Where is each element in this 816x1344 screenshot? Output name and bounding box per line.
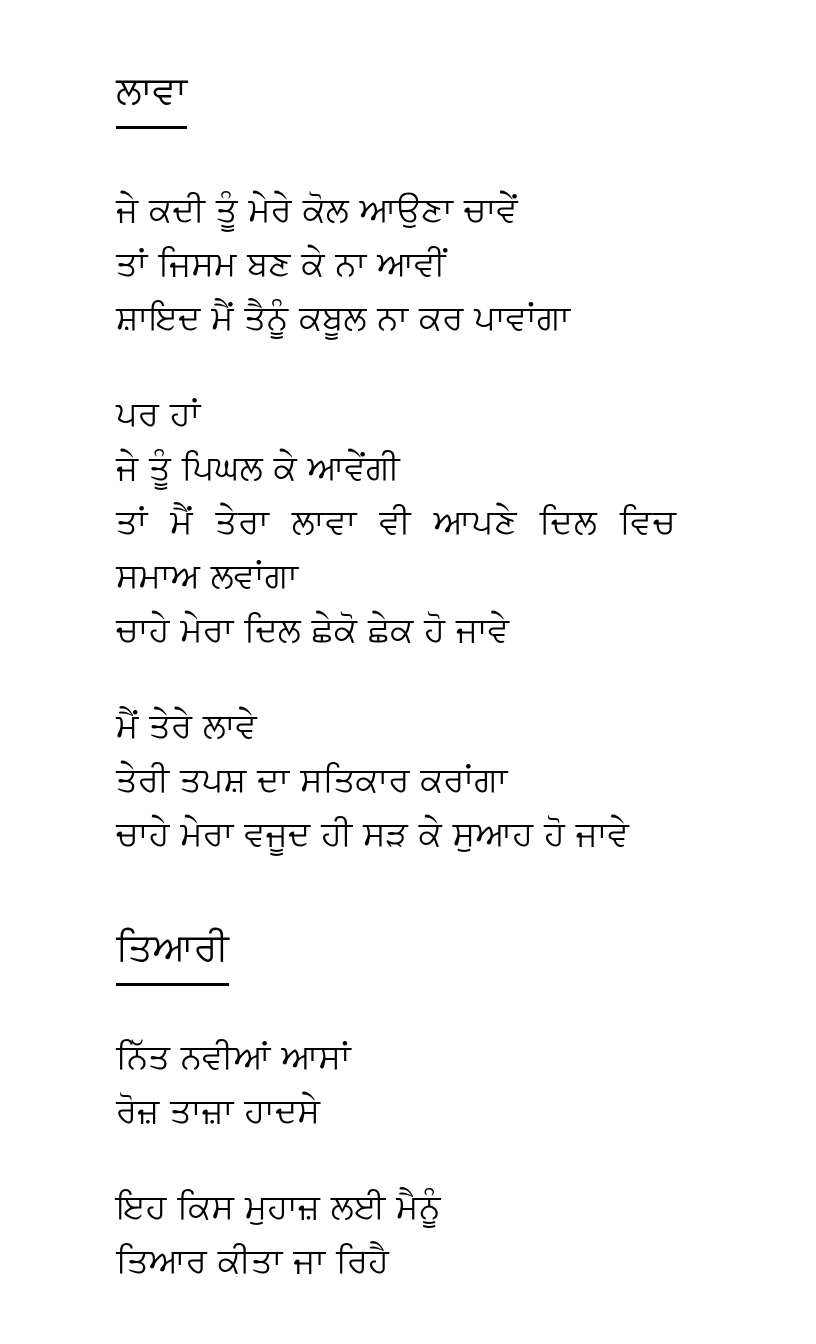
poem-line: ਸਮਾਅ ਲਵਾਂਗਾ <box>116 556 299 596</box>
poem-line: ਤਾਂ ਮੈਂ ਤੇਰਾ ਲਾਵਾ ਵੀ ਆਪਣੇ ਦਿਲ ਵਿਚ <box>116 502 677 542</box>
poem-line: ਤੇਰੀ ਤਪਸ਼ ਦਾ ਸਤਿਕਾਰ ਕਰਾਂਗਾ <box>116 760 508 800</box>
stanza <box>116 387 776 657</box>
poem-line: ਜੇ ਤੂੰ ਪਿਘਲ ਕੇ ਆਵੇਂਗੀ <box>116 448 400 488</box>
poem-line: ਜੇ ਕਦੀ ਤੂੰ ਮੇਰੇ ਕੋਲ ਆਉਣਾ ਚਾਵੇਂ <box>116 190 518 230</box>
poem-title: ਤਿਆਰੀ <box>116 917 229 986</box>
poem-title: ਲਾਵਾ <box>116 60 187 129</box>
poem-line: ਨਿੱਤ ਨਵੀਆਂ ਆਸਾਂ <box>116 1037 351 1077</box>
stanza <box>116 1180 776 1288</box>
poem-tiari <box>116 917 776 1288</box>
poem-line: ਰੋਜ਼ ਤਾਜ਼ਾ ਹਾਦਸੇ <box>116 1091 320 1131</box>
poem-line: ਚਾਹੇ ਮੇਰਾ ਦਿਲ ਛੇਕੋ ਛੇਕ ਹੋ ਜਾਵੇ <box>116 610 510 650</box>
poem-line: ਪਰ ਹਾਂ <box>116 394 201 434</box>
poem-line: ਤਿਆਰ ਕੀਤਾ ਜਾ ਰਿਹੈ <box>116 1241 389 1281</box>
poem-line: ਤਾਂ ਜਿਸਮ ਬਣ ਕੇ ਨਾ ਆਵੀਂ <box>116 244 446 284</box>
poem-page <box>116 60 776 1288</box>
poem-line: ਚਾਹੇ ਮੇਰਾ ਵਜੂਦ ਹੀ ਸੜ ਕੇ ਸੁਆਹ ਹੋ ਜਾਵੇ <box>116 814 629 854</box>
stanza <box>116 699 776 861</box>
stanza <box>116 1030 776 1138</box>
poem-line: ਇਹ ਕਿਸ ਮੁਹਾਜ਼ ਲਈ ਮੈਨੂੰ <box>116 1187 441 1227</box>
stanza <box>116 183 776 345</box>
poem-lava <box>116 60 776 861</box>
poem-line: ਮੈਂ ਤੇਰੇ ਲਾਵੇ <box>116 706 257 746</box>
poem-line: ਸ਼ਾਇਦ ਮੈਂ ਤੈਨੂੰ ਕਬੂਲ ਨਾ ਕਰ ਪਾਵਾਂਗਾ <box>116 298 571 338</box>
